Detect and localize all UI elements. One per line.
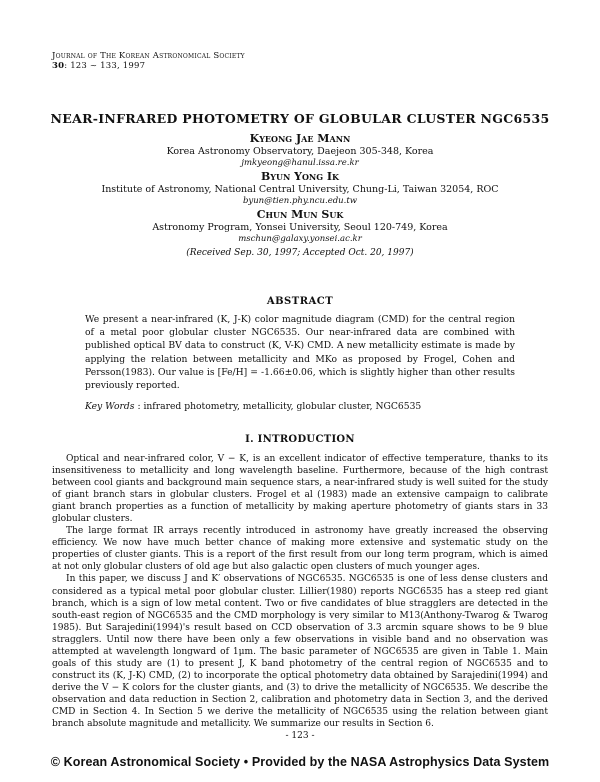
author-name: Chun Mun Suk — [256, 208, 344, 221]
keywords — [85, 400, 515, 413]
author-name: Byun Yong Ik — [260, 170, 340, 183]
abstract-text: We present a near-infrared (K, J-K) color magnitude diagram (CMD) for the central region of a metal poor globular cluster NGC6535. Our near-infrared data are combined with published optical BV data to construct (K, V-K) CMD. A new metallicity estimate is made by applying the relation between metallicity and MKo as proposed by Frogel, Cohen and Persson(1983). Our value is [Fe/H] = -1.66±0.06, which is slightly higher than other results previously reported. — [85, 314, 515, 392]
section-heading: I. INTRODUCTION — [245, 434, 355, 445]
author-email: mschun@galaxy.yonsei.ac.kr — [238, 234, 362, 244]
body-paragraph: The large format IR arrays recently introduced in astronomy have greatly increased the observing efficiency. We now have much better chance of making more extensive and systematic study on the properties of cluster giants. This is a report of the first result from our long term program, which is aimed at not only globular clusters of old age but also galactic open clusters of much younger ages. — [52, 526, 548, 573]
keywords-label: Key Words — [85, 401, 135, 412]
body-paragraph: Optical and near-infrared color, V − K, is an excellent indicator of effective temperature, thanks to its insensitiveness to metallicity and long wavelength baseline. Furthermore, because of the high contrast between cool giants and background main sequence stars, a near-infrared study is well suited for the study of giant branch stars in globular clusters. Frogel et al (1983) made an extensive campaign to calibrate giant branch properties as a function of metallicity by making aperture photometry of giants stars in 33 globular clusters. — [52, 454, 548, 525]
received-accepted-dates: (Received Sep. 30, 1997; Accepted Oct. 20, 1997) — [186, 248, 414, 258]
journal-volume: 30 — [52, 61, 65, 71]
author-email: byun@tien.phy.ncu.edu.tw — [242, 196, 358, 206]
paper-title: NEAR-INFRARED PHOTOMETRY OF GLOBULAR CLUSTER NGC6535 — [50, 111, 550, 126]
author-block — [0, 131, 600, 260]
journal-citation — [52, 61, 245, 71]
author-affiliation: Korea Astronomy Observatory, Daejeon 305-348, Korea — [166, 146, 434, 157]
journal-pages: : 123 ~ 133, 1997 — [64, 61, 146, 71]
author-name: Kyeong Jae Mann — [249, 132, 351, 145]
section-body — [52, 453, 548, 730]
journal-header — [52, 51, 245, 71]
author-email: jmkyeong@hanul.issa.re.kr — [241, 158, 359, 168]
page-number: - 123 - — [285, 731, 315, 741]
abstract-heading: ABSTRACT — [266, 296, 334, 307]
ads-footer: © Korean Astronomical Society • Provided by the NASA Astrophysics Data System — [50, 755, 550, 769]
author-affiliation: Institute of Astronomy, National Central University, Chung-Li, Taiwan 32054, ROC — [101, 184, 499, 195]
body-paragraph: In this paper, we discuss J and K′ observations of NGC6535. NGC6535 is one of less dense clusters and considered as a typical metal poor globular cluster. Lillier(1980) reports NGC6535 has a steep red giant branch, which is a sign of low metal content. Two or five candidates of blue stragglers are detected in the south-east region of NGC6535 and the CMD morphology is very similar to M13(Anthony-Twarog & Twarog 1985). But Sarajedini(1994)'s result based on CCD observation of 3.3 arcmin square shows to be 9 blue stragglers. Until now there have been only a few observations in visible band and no observation was attempted at wavelength longward of 1μm. The basic parameter of NGC6535 are given in Table 1. Main goals of this study are (1) to present J, K band photometry of the central region of NGC6535 and to construct its (K, J-K) CMD, (2) to incorporate the optical photometry data obtained by Sarajedini(1994) and derive the V − K colors for the cluster giants, and (3) to drive the metallicity of NGC6535. We describe the observation and data reduction in Section 2, calibration and photometry data in Section 3, and the derived CMD in Section 4. In Section 5 we derive the metallicity of NGC6535 using the relation between giant branch absolute magnitude and metallicity. We summarize our results in Section 6. — [52, 574, 548, 730]
journal-name: Journal of The Korean Astronomical Society — [52, 51, 245, 61]
keywords-text: : infrared photometry, metallicity, globular cluster, NGC6535 — [137, 401, 422, 412]
author-affiliation: Astronomy Program, Yonsei University, Seoul 120-749, Korea — [152, 222, 448, 233]
